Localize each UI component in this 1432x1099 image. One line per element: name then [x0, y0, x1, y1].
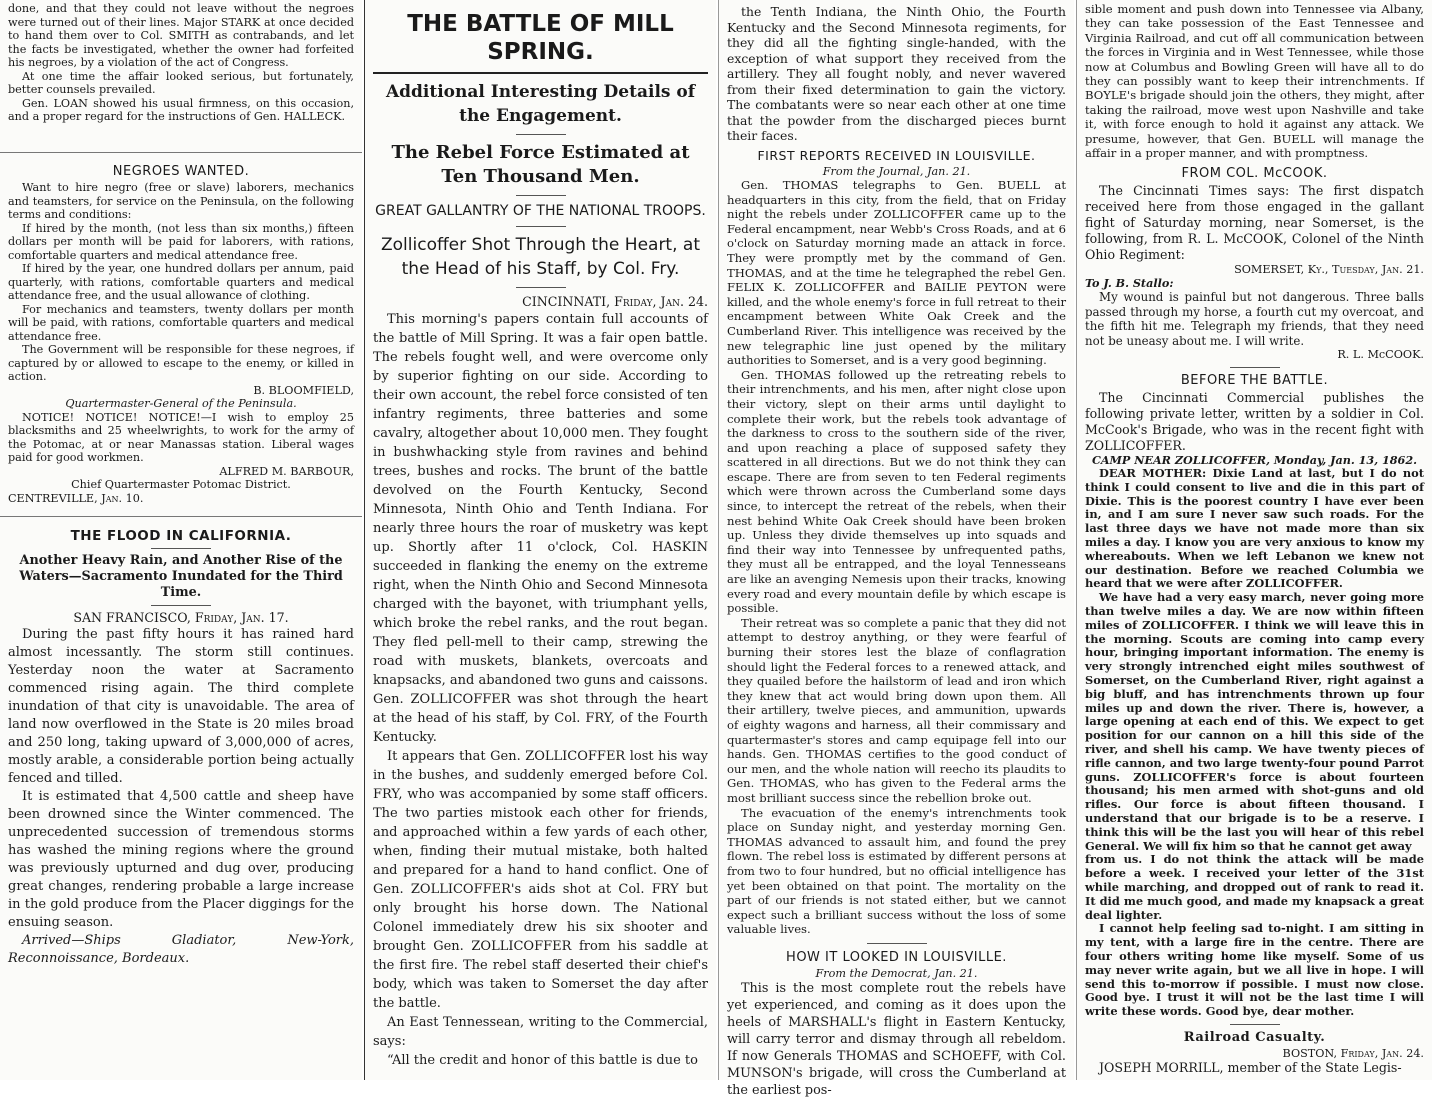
article-text: We have had a very easy march, never going more than twelve miles a day. We are now within fifteen miles of ZOLLICOFFER. I think we will leave this in the morning. Scouts are coming into camp every hour, bringing important information. The enemy is very strongly intrenched eight miles southwest of Somerset, on the Cumberland River, right against a big bluff, and has intrenchments thrown up four miles up and down the river. There is, however, a large opening at each end of this. We expect to get position for our cannon on a hill this side of the river, and shell his camp. We have twenty pieces of rifle cannon, and two large twenty-four pound Parrot guns. ZOLLICOFFER's force is about fourteen thousand; his men armed with shot-guns and old rifles. Our force is about fifteen thousand. I understand that our brigade is to be a reserve. I think this will be the last you will hear of this rebel General. We will fix him so that he cannot get away [1085, 590, 1424, 853]
article-subhead: Another Heavy Rain, and Another Rise of the Waters—Sacramento Inundated for the Third Time. [19, 553, 343, 600]
main-headline: THE BATTLE OF MILL SPRING. [407, 11, 674, 65]
article-text: sible moment and push down into Tennessee via Albany, they can take possession of the East Tennessee and Virginia Railroad, and cut off all communication between the forces in Virginia and in West Tennessee, while those now at Columbus and Bowling Green will have all to do they can possibly want to keep their intrenchments. If BOYLE's brigade should join the others, they might, after taking the railroad, move west upon Nashville and take it, with force enough to hold it against any attack. We presume, however, that Gen. BUELL will manage the affair in a proper manner, and with promptness. [1085, 2, 1424, 161]
article-dateline: SAN FRANCISCO, Friday, Jan. 17. [73, 610, 289, 625]
negroes-wanted-ad [0, 160, 362, 512]
letter-signature: R. L. McCOOK. [1337, 348, 1424, 362]
headline-deck: The Rebel Force Estimated at Ten Thousand Men. [391, 142, 690, 187]
article-text: done, and that they could not leave without the negroes were turned out of their lines. Major STARK at once decided to hand them over to Col. SMITH as contrabands, and let the facts be investigated, whether the owner had forfeited his negroes, by a violation of the act of Congress. [8, 2, 354, 69]
article-text: DEAR MOTHER: Dixie Land at last, but I do not think I could consent to live and die in this part of Dixie. This is the poorest country I have ever been in, and I am sure I never saw such roads. For the last three days we have not made more than six miles a day. I know you are very anxious to know my whereabouts. When we left Lebanon we knew not our destination. Before we reached Columbia we heard that we were after ZOLLICOFFER. [1085, 466, 1424, 591]
ad-signature: B. BLOOMFIELD, [253, 383, 354, 397]
article-text: My wound is painful but not dangerous. Three balls passed through my horse, a fourth cut my overcoat, and the fifth hit me. Telegraph my friends, that they need not be uneasy about me. I will write. [1085, 290, 1424, 348]
headline-deck: Additional Interesting Details of the Engagement. [385, 82, 696, 126]
article-text: Gen. THOMAS telegraphs to Gen. BUELL at headquarters in this city, from the field, that on Friday night the rebels under ZOLLICOFFER came up to the Federal encampment, near Webb's Cross Roads, and at 6 o'clock on Saturday morning made an attack in force. They were promptly met by the command of Gen. THOMAS, and at the time he telegraphed the rebel Gen. FELIX K. ZOLLICOFFER and BAILIE PEYTON were killed, and the whole enemy's force in full retreat to their encampment between White Oak Creek and the Cumberland River. This intelligence was received by the new telegraphic line just opened by the military authorities to Somerset, and is a very good beginning. [727, 178, 1066, 368]
article-dateline: BOSTON, Friday, Jan. 24. [1282, 1046, 1424, 1060]
ad-title: NEGROES WANTED. [112, 164, 250, 179]
ad-signature: ALFRED M. BARBOUR, [219, 464, 354, 478]
article-dateline: CINCINNATI, Friday, Jan. 24. [522, 294, 708, 309]
article-text: from us. I do not think the attack will be made before a week. I received your letter of the 31st while marching, and dropped out of rank to read it. It did me much good, and made my knapsack a great deal lighter. [1085, 852, 1424, 922]
article-text: The Cincinnati Commercial publishes the following private letter, written by a soldier in Col. McCook's Brigade, who was in the recent fight with ZOLLICOFFER. [1085, 389, 1424, 453]
article-text: Their retreat was so complete a panic that they did not attempt to destroy anything, or they were fearful of burning their stores lest the blaze of conflagration should light the Federal forces to a renewed attack, and they quailed before the hailstorm of lead and iron which they knew that act would bring down upon them. All their artillery, twelve pieces, and ammunition, upwards of eighty wagons and harness, all their commissary and quartermaster's stores and camp equipage fell into our hands. Gen. THOMAS certifies to the good conduct of our men, and the whole nation will reecho its plaudits to Gen. THOMAS, who has given to the Federal arms the most brilliant success since the rebellion broke out. [727, 615, 1066, 805]
article-dateline: SOMERSET, Ky., Tuesday, Jan. 21. [1234, 263, 1424, 277]
section-heading: FROM COL. McCOOK. [1181, 166, 1328, 182]
ad-paragraph: If hired by the year, one hundred dollars per annum, paid quarterly, with rations, comfortable quarters and medical attendance free, and the usual allowance of clothing. [8, 262, 354, 302]
section-heading: FIRST REPORTS RECEIVED IN LOUISVILLE. [757, 147, 1036, 163]
ad-paragraph: Want to hire negro (free or slave) laborers, mechanics and teamsters, for service on the Peninsula, on the following terms and conditions: [8, 181, 354, 221]
article-text: The Cincinnati Times says: The first dispatch received here from those engaged in the gallant fight of Saturday morning, near Somerset, is the following, from R. L. McCOOK, Colonel of the Ninth Ohio Regiment: [1085, 183, 1424, 263]
article-text: An East Tennessean, writing to the Commercial, says: [373, 1015, 708, 1049]
article-text: Gen. THOMAS followed up the retreating rebels to their intrenchments, and his men, after night close upon their victory, slept on their arms until daylight to complete their work, but the rebels took advantage of the darkness to cross to the southern side of the river, and upon reaching a place of supposed safety they scattered in all directions. But we do not think they can escape. There are from seven to ten Federal regiments which were thrown across the Cumberland some days since, to intercept the retreat of the rebels, when their nest behind White Oak Creek should have been broken up. Unless they divide themselves up into squads and find their way into Tennessee by unfrequented paths, they must all be entrapped, and the loyal Tennesseans are like an avenging Nemesis upon their tracks, knowing every road and every mountain defile by which escape is possible. [727, 367, 1066, 616]
column-3 [718, 0, 1074, 1099]
article-text: the Tenth Indiana, the Ninth Ohio, the Fourth Kentucky and the Second Minnesota regiments, for they did all the fighting single-handed, with the exception of what support they received from the artillery. They all fought nobly, and never wavered from their fixed determination to gain the victory. The combatants were so near each other at one time that the powder from the discharged pieces burnt their faces. [727, 4, 1066, 143]
section-heading: HOW IT LOOKED IN LOUISVILLE. [786, 949, 1007, 965]
column-2 [364, 0, 716, 1080]
section-source: From the Democrat, Jan. 21. [815, 966, 978, 980]
section-heading: BEFORE THE BATTLE. [1180, 372, 1329, 388]
article-text: The evacuation of the enemy's intrenchments took place on Sunday night, and yesterday morning Gen. THOMAS advanced to assault him, and found the prey flown. The rebel loss is estimated by different persons at from two to four hundred, but no official intelligence has yet been obtained on that point. The mortality on the part of our friends is not stated either, but we cannot expect such a brilliant success without the loss of some valuable lives. [727, 805, 1066, 937]
ad-paragraph: If hired by the month, (not less than six months,) fifteen dollars per month will be paid for laborers, with rations, comfortable quarters and medical attendance free. [8, 221, 354, 262]
ad-signature-title: Chief Quartermaster Potomac District. [71, 478, 291, 491]
article-text: This is the most complete rout the rebels have yet experienced, and coming as it does upon the heels of MARSHALL's flight in Eastern Kentucky, will carry terror and dismay through all rebeldom. If now Generals THOMAS and SCHOEFF, with Col. MUNSON's brigade, will cross the Cumberland at the earliest pos- [727, 981, 1066, 1099]
article-text: This morning's papers contain full accounts of the battle of Mill Spring. It was a fair open battle. The rebels fought well, and were overcome only by superior fighting on our side. According to their own account, the rebel force consisted of ten infantry regiments, three batteries and some cavalry, altogether about 10,000 men. They fought in bushwhacking style from ravines and behind trees, bushes and rocks. The brunt of the battle devolved on the Fourth Kentucky, Second Minnesota, Ninth Ohio and Tenth Indiana. For nearly three hours the roar of musketry was kept up. Shortly after 11 o'clock, Col. HASKIN succeeded in flanking the enemy on the extreme right, when the Ninth Ohio and Second Minnesota charged with the bayonet, with triumphant yells, which broke the rebel ranks, and the rout began. They fled pell-mell to their camp, strewing the road with muskets, blankets, overcoats and knapsacks, and abandoned two guns and caissons. Gen. ZOLLICOFFER was shot through the heart at the head of his staff, by Col. FRY, of the Fourth Kentucky. [373, 312, 708, 745]
article-text: It appears that Gen. ZOLLICOFFER lost his way in the bushes, and suddenly emerged before Col. FRY, who was accompanied by some staff officers. The two parties mistook each other for friends, and approached within a few yards of each other, when, finding their mutual mistake, both halted and prepared for a hand to hand conflict. One of Gen. ZOLLICOFFER's aids shot at Col. FRY but only brought his horse down. The National Colonel immediately drew his six shooter and brought Gen. ZOLLICOFFER from his saddle at the first fire. The rebel staff deserted their chief's body, which was taken to Somerset the day after the battle. [373, 749, 708, 1011]
article-text: Gen. LOAN showed his usual firmness, on this occasion, and a proper regard for the instructions of Gen. HALLECK. [8, 96, 354, 123]
ad-paragraph: For mechanics and teamsters, twenty dollars per month will be paid, with rations, comfortable quarters and medical attendance free. [8, 302, 354, 343]
article-text: During the past fifty hours it has rained hard almost incessantly. The storm still continues. Yesterday noon the water at Sacramento commenced rising again. The third complete inundation of that city is unavoidable. The area of land now overflowed in the State is 20 miles broad and 250 long, taking upward of 3,000,000 of acres, mostly arable, a considerable portion being actually fenced and tilled. [8, 627, 354, 786]
headline-deck: Zollicoffer Shot Through the Heart, at the Head of his Staff, by Col. Fry. [381, 235, 700, 279]
ad-paragraph: NOTICE! NOTICE! NOTICE!—I wish to employ 25 blacksmiths and 25 wheelwrights, to work for the army of the Potomac, at or near Manassas station. Liberal wages paid for good workmen. [8, 410, 354, 464]
article-title: THE FLOOD IN CALIFORNIA. [70, 528, 292, 544]
article-dateline: CAMP NEAR ZOLLICOFFER, Monday, Jan. 13, 1862. [1091, 452, 1418, 467]
ad-signature-title: Quartermaster-General of the Peninsula. [65, 397, 297, 410]
headline-deck: GREAT GALLANTRY OF THE NATIONAL TROOPS. [375, 203, 706, 219]
column-4 [1076, 0, 1432, 1080]
article-text: It is estimated that 4,500 cattle and sheep have been drowned since the Winter commenced. The unprecedented succession of tremendous storms has washed the mining regions where the ground was previously upturned and dug over, producing great changes, rendering probable a large increase in the gold produce from the Placer diggings for the ensuing season. [8, 789, 354, 930]
article-text: I cannot help feeling sad to-night. I am sitting in my tent, with a large fire in the centre. There are four others writing home like myself. Some of us may never write again, but we all live in hope. I will send this to-morrow if possible. I must now close. Good bye. I trust it will not be the last time I will write these words. Good bye, dear mother. [1085, 921, 1424, 1019]
column-1 [0, 0, 362, 1080]
flood-in-california-article [0, 524, 362, 1076]
article-text: JOSEPH MORRILL, member of the State Legis- [1099, 1060, 1402, 1076]
letter-salutation: To J. B. Stallo: [1085, 275, 1174, 290]
section-source: From the Journal, Jan. 21. [822, 164, 971, 178]
article-text: “All the credit and honor of this battle is due to [387, 1053, 698, 1068]
ad-dateline: CENTREVILLE, Jan. 10. [8, 491, 144, 505]
article-text: At one time the affair looked serious, but fortunately, better counsels prevailed. [8, 69, 354, 96]
article-text: Arrived—Ships Gladiator, New-York, Reconnoissance, Bordeaux. [8, 933, 354, 966]
ad-paragraph: The Government will be responsible for these negroes, if captured by or allowed to escape to the enemy, or killed in action. [8, 343, 354, 383]
section-heading: Railroad Casualty. [1183, 1029, 1326, 1045]
column-1-top-clip [0, 2, 362, 150]
